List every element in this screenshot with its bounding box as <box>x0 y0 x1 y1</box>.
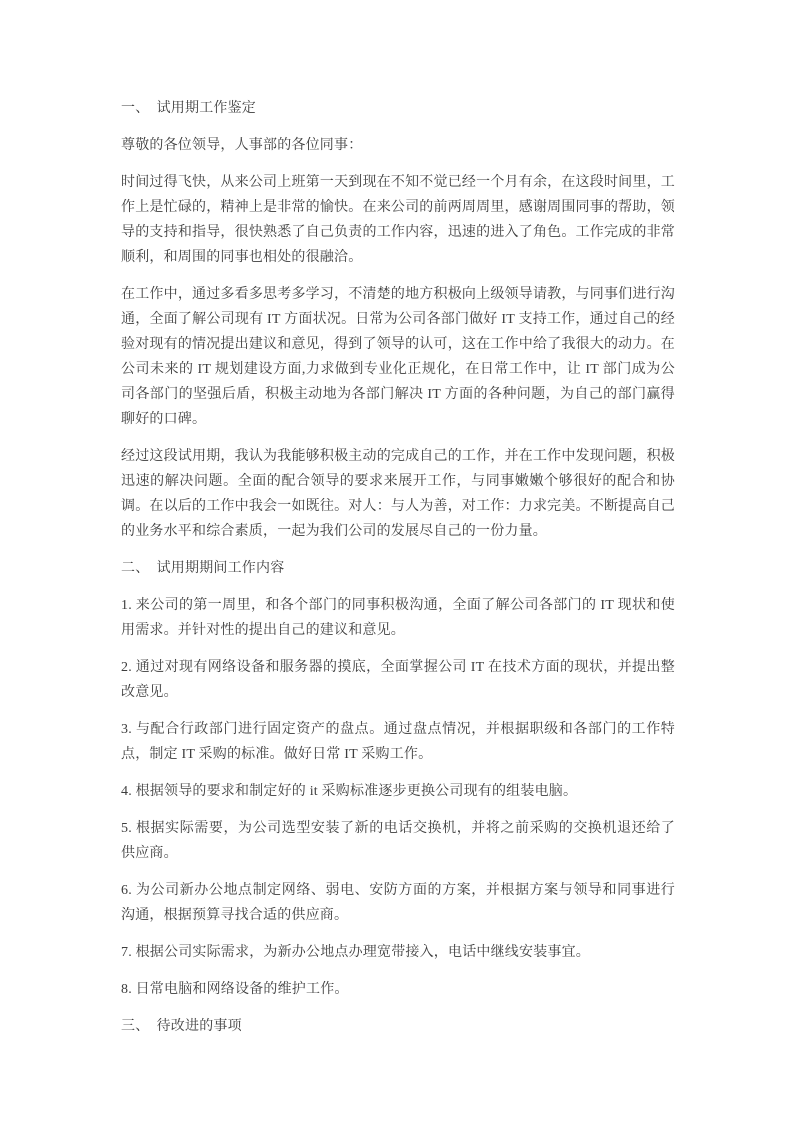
list-item-2: 2. 通过对现有网络设备和服务器的摸底，全面掌握公司 IT 在技术方面的现状，并提出整改意见。 <box>121 660 675 700</box>
list-item-7: 7. 根据公司实际需求，为新办公地点办理宽带接入，电话中继线安装事宜。 <box>121 945 590 960</box>
section-heading-2: 二、 试用期期间工作内容 <box>121 561 285 576</box>
list-item-6: 6. 为公司新办公地点制定网络、弱电、安防方面的方案，并根据方案与领导和同事进行沟通，根据预算寻找合适的供应商。 <box>121 883 675 923</box>
document-body <box>121 96 675 1051</box>
salutation: 尊敬的各位领导，人事部的各位同事： <box>121 138 363 153</box>
list-item-5: 5. 根据实际需要，为公司选型安装了新的电话交换机，并将之前采购的交换机退还给了供应商。 <box>121 821 675 861</box>
paragraph: 经过这段试用期，我认为我能够积极主动的完成自己的工作，并在工作中发现问题，积极迅速的解决问题。全面的配合领导的要求来展开工作，与同事嫩嫩个够很好的配合和协调。在以后的工作中我会一如既往。对人：与人为善，对工作：力求完美。不断提高自己的业务水平和综合素质，一起为我们公司的发展尽自己的一份力量。 <box>121 449 675 539</box>
paragraph: 在工作中，通过多看多思考多学习，不清楚的地方积极向上级领导请教，与同事们进行沟通，全面了解公司现有 IT 方面状况。日常为公司各部门做好 IT 支持工作，通过自己的经验对现有的情况提出建议和意见，得到了领导的认可，这在工作中给了我很大的动力。在公司未来的 IT 规划建设方面,力求做到专业化正规化，在日常工作中，让 IT 部门成为公司各部门的坚强后盾，积极主动地为各部门解决 IT 方面的各种问题，为自己的部门赢得聊好的口碑。 <box>121 287 675 427</box>
section-heading-3: 三、 待改进的事项 <box>121 1019 242 1034</box>
list-item-1: 1. 来公司的第一周里，和各个部门的同事积极沟通，全面了解公司各部门的 IT 现状和使用需求。并针对性的提出自己的建议和意见。 <box>121 598 675 638</box>
list-item-4: 4. 根据领导的要求和制定好的 it 采购标准逐步更换公司现有的组装电脑。 <box>121 784 578 799</box>
paragraph: 时间过得飞快，从来公司上班第一天到现在不知不觉已经一个月有余，在这段时间里，工作上是忙碌的，精神上是非常的愉快。在来公司的前两周周里，感谢周围同事的帮助，领导的支持和指导，很快熟悉了自己负责的工作内容，迅速的进入了角色。工作完成的非常顺利，和周围的同事也相处的很融洽。 <box>121 175 675 265</box>
list-item-3: 3. 与配合行政部门进行固定资产的盘点。通过盘点情况，并根据职级和各部门的工作特点，制定 IT 采购的标准。做好日常 IT 采购工作。 <box>121 722 675 762</box>
list-item-8: 8. 日常电脑和网络设备的维护工作。 <box>121 982 349 997</box>
section-heading-1: 一、 试用期工作鉴定 <box>121 101 256 116</box>
